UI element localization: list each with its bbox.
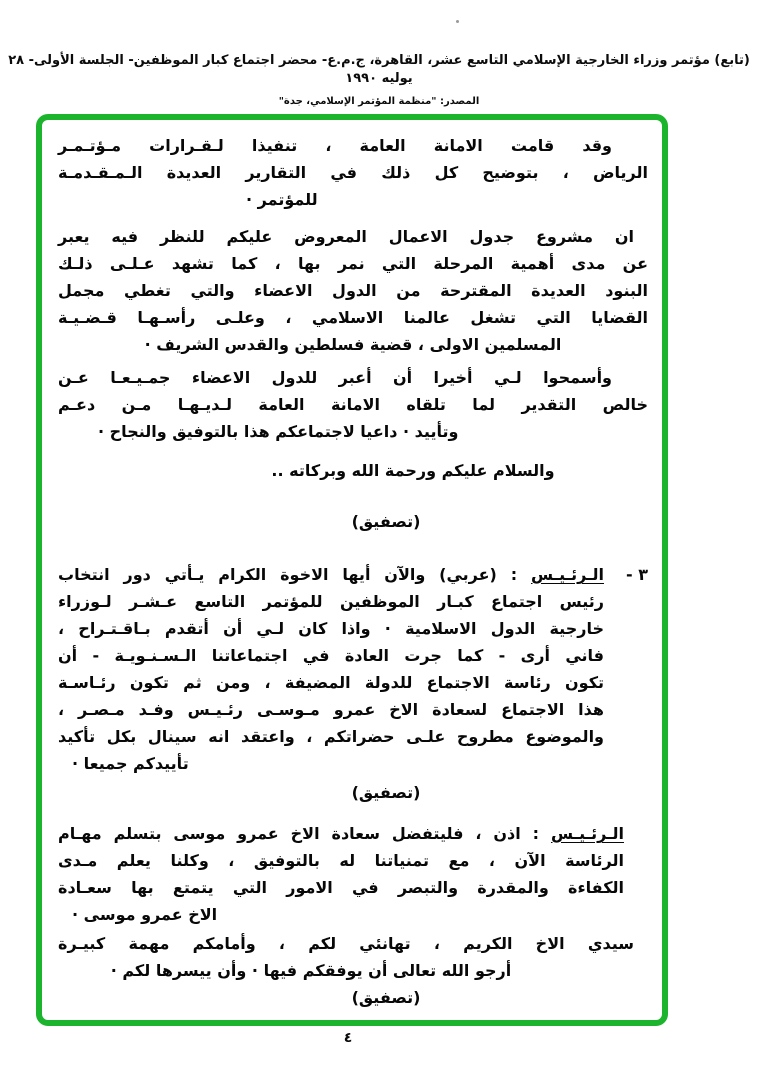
text-line: عن مدى أهمية المرحلة التي نمر بها ، كما تشهد عـلـى ذلـك [58,254,648,273]
speaker-label: الـرئـيـس [550,824,624,843]
scan-speck [456,20,459,23]
document-header [0,52,758,107]
green-annotation-box [36,114,668,1026]
applause-line: (تصفيق) [351,988,421,1007]
speaker-continuation [58,847,624,928]
header-source-line: المصدر: "منظمة المؤتمر الإسلامي، جدة" [278,96,480,107]
text-line: المسلمين الاولى ، قضية فسلطين والقدس الشريف · [144,335,562,354]
text-line: أرجو الله تعالى أن يوفقكم فيها · وأن ييسرها لكم · [110,961,512,980]
paragraph-thanks [58,364,648,445]
text-line: الكفاءة والمقدرة والتبصر في الامور التي يتمتع بها سعـادة [58,878,624,897]
text-line: فاني أرى - كما جرت العادة في اجتماعاتنا الـسـنـويـة - أن [58,646,604,665]
text-line: الرياض ، بتوضيح كل ذلك في التقارير العديدة الـمـقـدمـة [58,163,648,182]
page-number: ٤ [343,1030,353,1046]
speaker-line-rest: : اذن ، فليتفضل سعادة الاخ عمرو موسى بتسلم مهـام [58,824,551,843]
item-number: ٣ - [626,565,648,584]
text-line: رئيس اجتماع كبـار الموظفين للمؤتمر التاسع عـشـر لـوزراء [58,592,604,611]
paragraph-secretariat [58,132,648,213]
applause-line: (تصفيق) [351,783,421,802]
header-title-line: (تابع) مؤتمر وزراء الخارجية الإسلامي التاسع عشر، القاهرة، ج.م.ع- محضر اجتماع كبار الموظفين- الجلسة الأولى- ٢٨ يوليه ١٩٩٠ [8,53,750,86]
speaker-line-rest: : (عربي) والآن أيها الاخوة الكرام يـأتي دور انتخاب [58,565,531,584]
president-statement [58,820,648,928]
text-line: ان مشروع جدول الاعمال المعروض عليكم للنظر فيه يعبر [58,227,634,246]
text-line: وأسمحوا لـي أخيرا أن أعبر للدول الاعضاء جمـيـعـا عـن [58,368,612,387]
text-line: القضايا التي تشغل عالمنا الاسلامي ، وعلـى رأسـهـا قـضـيـة [58,308,648,327]
text-line: وتأييد · داعيا لاجتماعكم هذا بالتوفيق والنجاح · [98,422,459,441]
speaker-continuation [58,588,604,777]
applause-line: (تصفيق) [351,512,421,531]
text-line: تكون رئاسة الاجتماع للدولة المضيفة ، ومن ثم تكون رئـاسـة [58,673,604,692]
speaker-label: الـرئـيـس [530,565,604,584]
agenda-item-3-body [58,561,604,777]
text-line: والموضوع مطروح علـى حضراتكم ، واعتقد انه سينال بكل تأكيد [58,727,604,746]
text-line: تأييدكم جميعا · [72,754,189,773]
text-line: للمؤتمر · [246,190,318,209]
paragraph-agenda [58,223,648,358]
text-line: هذا الاجتماع لسعادة الاخ عمرو مـوسـى رئـيـس وفـد مـصـر ، [58,700,604,719]
paragraph-closing [58,930,648,984]
text-line: سيدي الاخ الكريم ، تهانئي لكم ، وأمامكم مهمة كبيـرة [58,934,634,953]
text-line: البنود العديدة المقترحة من الدول الاعضاء والتي تغطي مجمل [58,281,648,300]
agenda-item-3 [58,561,648,777]
text-line: الاخ عمرو موسى · [72,905,218,924]
speaker-line [58,820,624,847]
text-line: خالص التقدير لما تلقاه الامانة العامة لـديـهـا مـن دعـم [58,395,648,414]
text-line: الرئاسة الآن ، مع تمنياتنا له بالتوفيق ، وكلنا يعلم مـدى [58,851,624,870]
text-line: خارجية الدول الاسلامية · واذا كان لـي أن أتقدم بـاقـتـراح ، [58,619,604,638]
speaker-line [58,561,604,588]
text-line: وقد قامت الامانة العامة ، تنفيذا لـقـرارات مـؤتـمـر [58,136,612,155]
salutation-line: والسلام عليكم ورحمة الله وبركاته .. [271,461,555,480]
